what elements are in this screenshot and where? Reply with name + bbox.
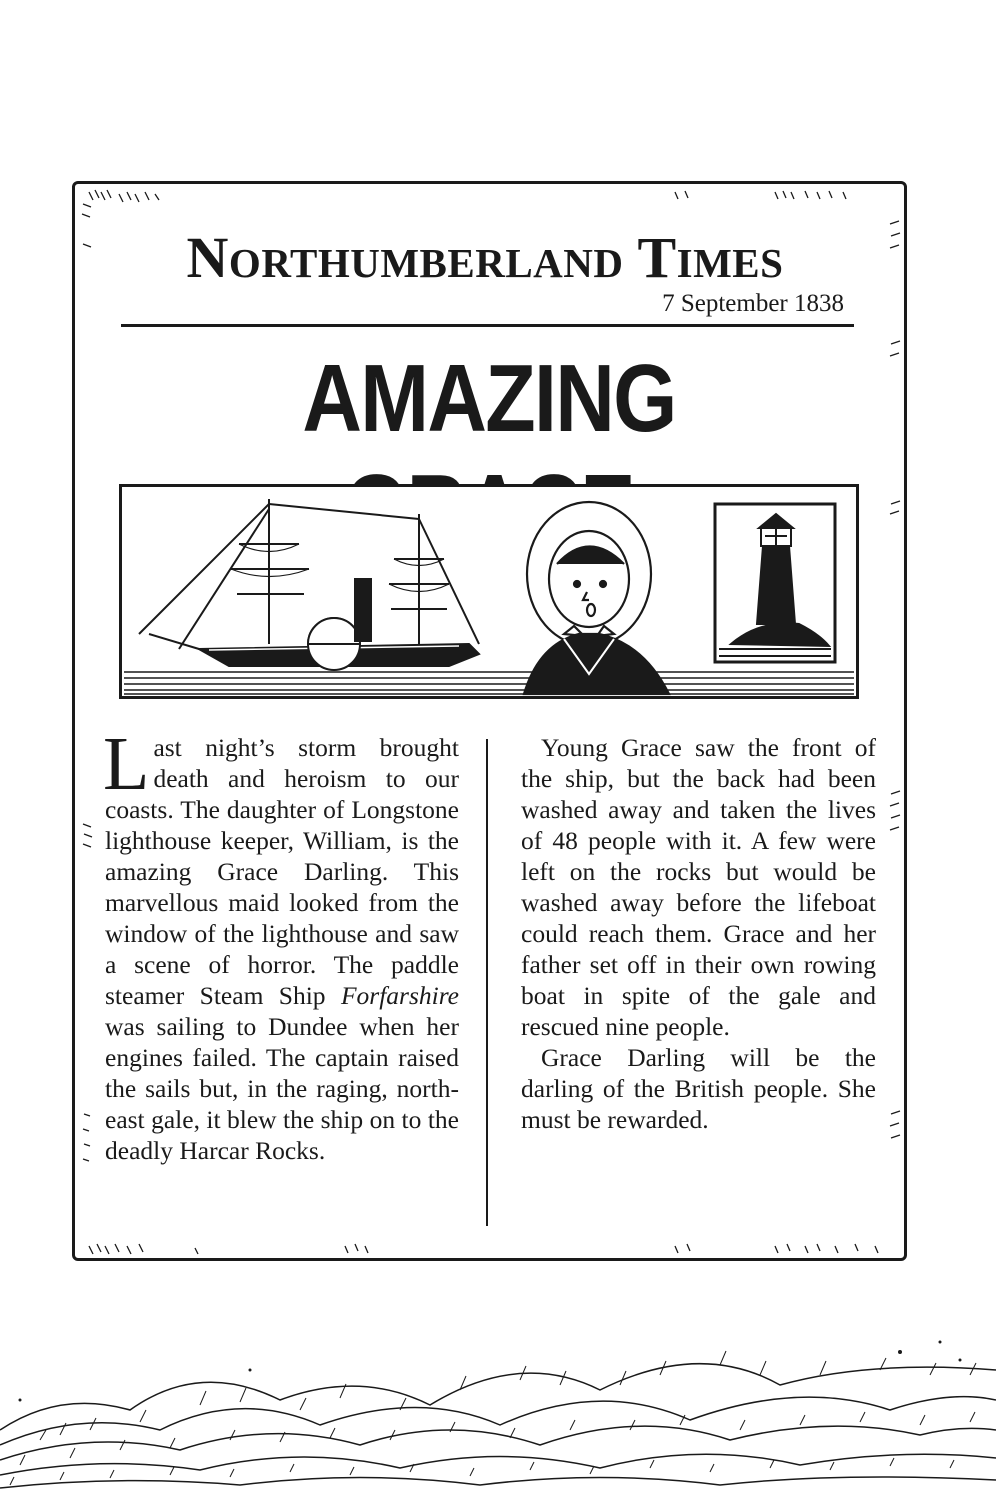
illustration-panel (119, 484, 859, 699)
newspaper-masthead: Northumberland Times (186, 225, 784, 290)
lighthouse-illustration (715, 504, 835, 662)
masthead-rule (121, 324, 854, 327)
article-column-right (521, 732, 876, 1135)
publication-date: 7 September 1838 (662, 290, 844, 317)
article-paragraph-1: Young Grace saw the front of the ship, but the back had been washed away and taken the lives of 48 people with it. A few were left on the rocks but would be washed away before the lifeboat could reach them. Grace and her father set off in their own rowing boat in spite of the gale and rescued nine people. (521, 733, 876, 1041)
article-headline: AMAZING (302, 345, 676, 452)
article-text: ast night’s storm brought death and heroism to our coasts. The daughter of Longstone lighthouse keeper, William, is the amazing Grace Darling. This marvellous maid looked from the window of the lighthouse and saw a scene of horror. The paddle steamer Steam Ship (105, 733, 459, 1010)
sea-waves-illustration (0, 1330, 996, 1500)
newspaper-page (72, 181, 907, 1261)
ship-name: Forfarshire (340, 981, 459, 1010)
article-text-continued: was sailing to Dundee when her engines failed. The captain raised the sails but, in the raging, north-east gale, it blew the ship on to the deadly Harcar Rocks. (105, 1012, 459, 1165)
sea-strip (122, 669, 856, 695)
article-column-left (103, 722, 459, 1166)
article-paragraph (103, 722, 459, 1166)
article-paragraph-2: Grace Darling will be the darling of the British people. She must be rewarded. (521, 1043, 876, 1134)
drop-cap: L (103, 722, 150, 806)
column-divider (486, 739, 488, 1226)
